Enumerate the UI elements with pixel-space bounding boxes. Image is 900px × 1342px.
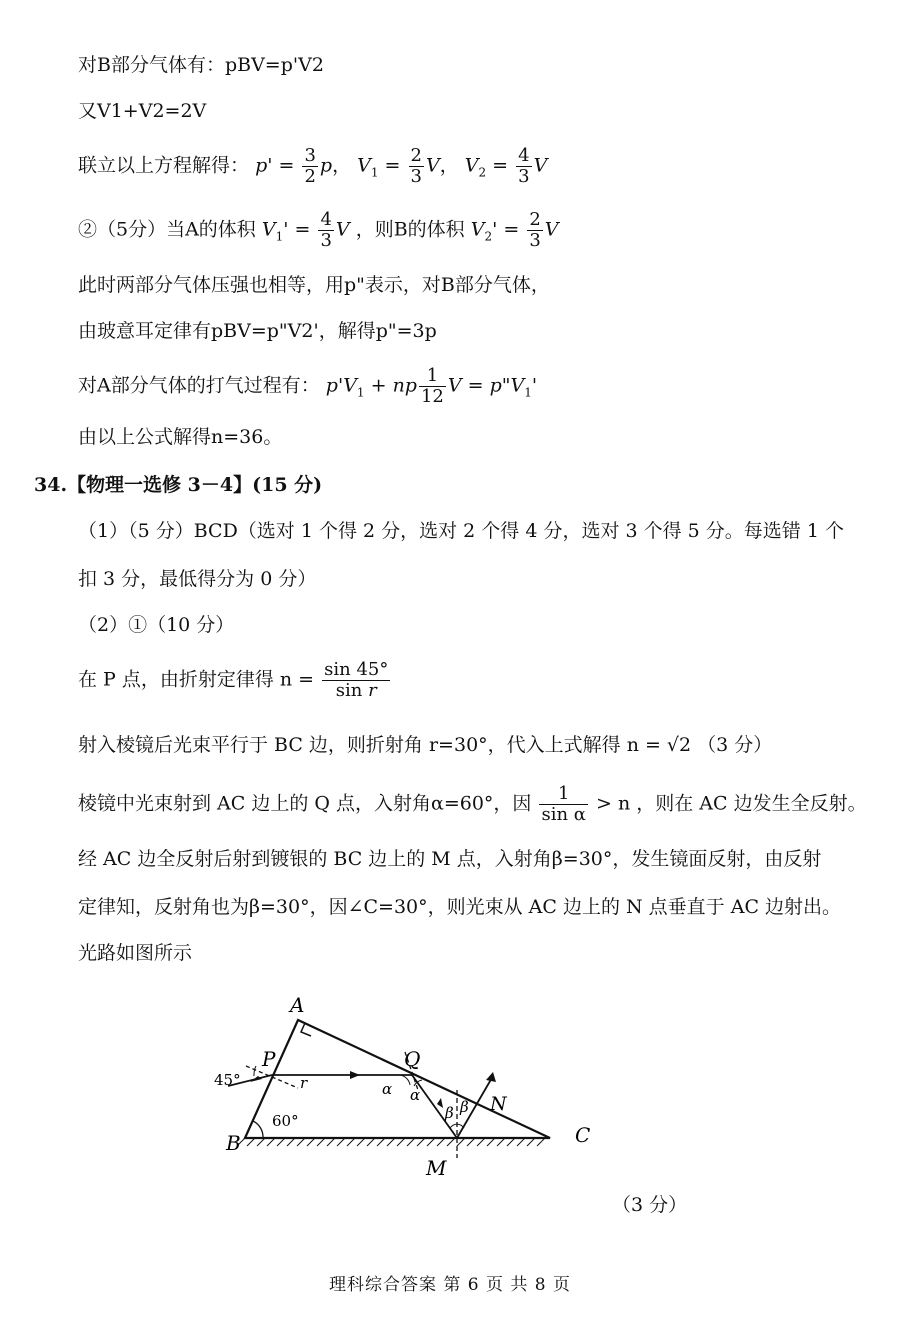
section-heading: 34.【物理一选修 3－4】(15 分) [34,474,323,496]
answer-2-title: （2）①（10 分） [78,614,235,636]
line-pump: 对A部分气体的打气过程有： $p'V_1$ + np $\frac{1}{12}$ $V = p"V_1'$ [78,365,538,407]
pump-prefix: 对A部分气体的打气过程有： [78,374,320,397]
tr-prefix: 棱镜中光束射到 AC 边上的 Q 点，入射角α=60°，因 [78,792,532,815]
page-footer: 理科综合答案 第 6 页 共 8 页 [328,1275,572,1295]
label-q: Q [404,1047,421,1071]
label-alpha-2: α [410,1086,421,1104]
silvered-edge-hatching [237,1138,545,1146]
label-c: C [575,1123,591,1147]
line-snell: 在 P 点，由折射定律得 n = $\frac{\sin 45^\circ}{\text{sin r}}$ [78,659,389,701]
part2-mid: ，则B的体积 [355,218,465,241]
label-beta-2: β [460,1098,469,1116]
line-n-result: 由以上公式解得n=36。 [78,426,283,448]
part2-prefix: ②（5分）当A的体积 [78,218,256,241]
line-pressure: 此时两部分气体压强也相等，用p"表示，对B部分气体， [78,274,550,296]
line-refraction: 射入棱镜后光束平行于 BC 边，则折射角 r=30°，代入上式解得 n = √2 （3 分） [78,734,773,756]
line-volume-sum: 又V1+V2=2V [78,100,207,122]
answer-1-cont: 扣 3 分，最低得分为 0 分） [78,568,317,590]
snell-prefix: 在 P 点，由折射定律得 n = [78,668,315,691]
label-beta-1: β [445,1104,454,1122]
label-n: N [490,1093,507,1115]
incident-arrow [250,1076,262,1082]
line-exit: 定律知，反射角也为β=30°，因∠C=30°，则光束从 AC 边上的 N 点垂直于 AC 边射出。 [78,896,842,918]
solution-prefix: 联立以上方程解得： [78,154,250,177]
line-boyle: 由玻意耳定律有pBV=p"V2'，解得p"=3p [78,320,437,342]
prism-diagram [0,990,900,1190]
exit-arrow [486,1072,496,1082]
angle-arc-b [253,1121,263,1138]
answer-1: （1）（5 分）BCD（选对 1 个得 2 分，选对 2 个得 4 分，选对 3 个得 5 分。每选错 1 个 [78,520,844,542]
line-figure-intro: 光路如图所示 [78,942,193,964]
ray-pq-arrow [350,1071,360,1079]
line-total-reflection: 棱镜中光束射到 AC 边上的 Q 点，入射角α=60°，因 $\frac{1}{\text{sin α}}$ > n ，则在 AC 边发生全反射。 [78,783,867,825]
label-p: P [262,1047,276,1071]
label-m: M [426,1156,447,1180]
line-b-gas: 对B部分气体有：pBV=p'V2 [78,54,324,76]
label-a: A [290,993,305,1017]
tr-suffix: > n ，则在 AC 边发生全反射。 [596,792,867,815]
line-part2: ②（5分）当A的体积 $V_1'$ = $\frac{4}{3}$ V ，则B的体积 $V_2'$ = $\frac{2}{3}$ V [78,209,559,251]
label-alpha-1: α [382,1080,393,1098]
line-solution: 联立以上方程解得： p' = $\frac{3}{2}$ p， $V_1$ = $\frac{2}{3}$ V， $V_2$ = $\frac{4}{3}$ V [78,145,548,187]
label-45: 45° [214,1071,241,1089]
line-mirror: 经 AC 边全反射后射到镀银的 BC 边上的 M 点，入射角β=30°，发生镜面反射，由反射 [78,848,822,870]
label-r: r [300,1074,308,1092]
label-60: 60° [272,1112,299,1130]
label-b: B [226,1131,241,1155]
figure-score: （3 分） [612,1194,688,1216]
